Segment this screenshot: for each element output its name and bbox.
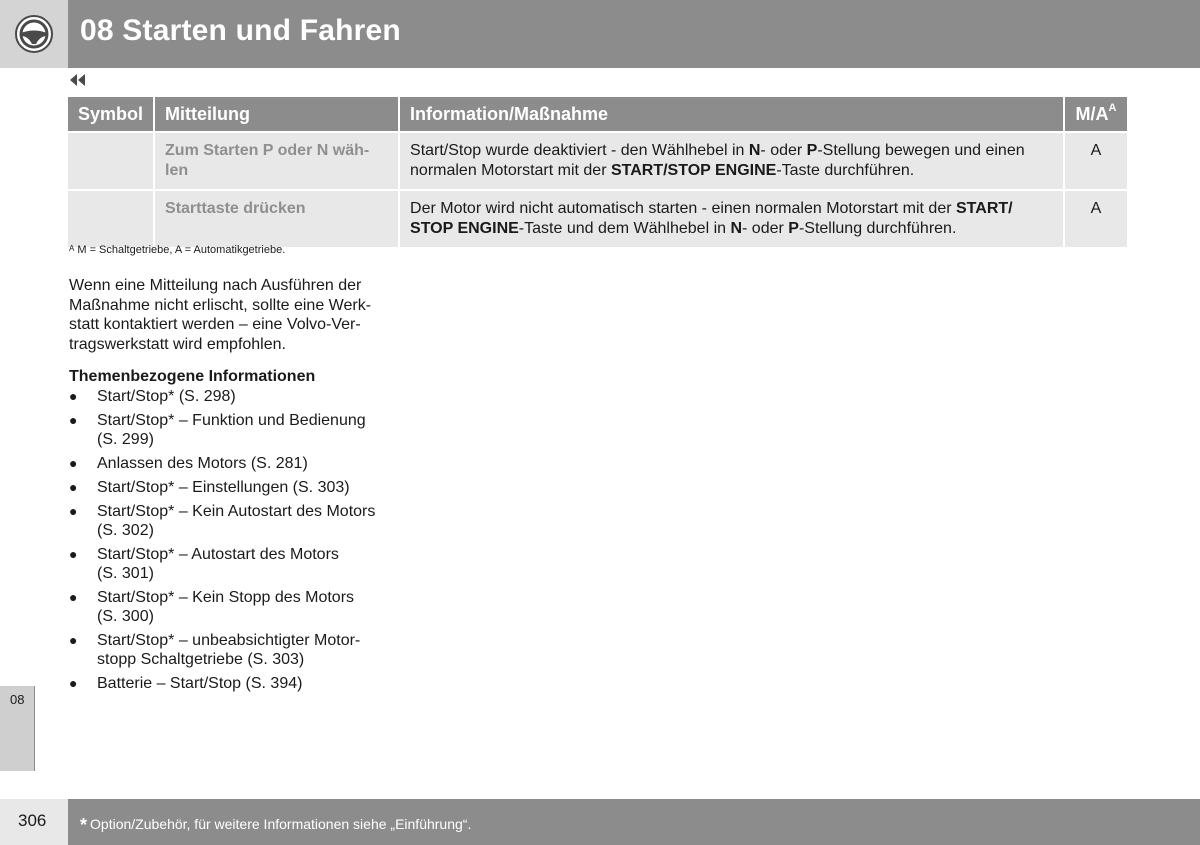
footnote-marker: A: [69, 244, 75, 253]
footer-note: [80, 813, 471, 834]
footer-band: [68, 799, 1200, 845]
double-chevron-left-icon[interactable]: [69, 73, 87, 87]
related-info-heading: Themenbezogene Informationen: [69, 368, 316, 385]
related-link[interactable]: Start/Stop* – Einstellungen (S. 303): [97, 479, 350, 496]
col-header-message: Mitteilung: [155, 97, 398, 133]
info-text: -Stellung bewegen und einen normalen Motorstart mit der: [410, 142, 1025, 179]
info-bold: N: [748, 142, 761, 159]
info-bold: P: [806, 142, 818, 159]
bullet-icon: ●: [69, 503, 78, 519]
cell-symbol: [68, 133, 153, 191]
list-item[interactable]: [69, 502, 399, 540]
side-tab-label: 08: [10, 692, 25, 707]
related-link[interactable]: Anlassen des Motors (S. 281): [97, 455, 308, 472]
col-header-ma-footnote-marker: A: [1108, 101, 1117, 114]
col-header-ma-text: M/A: [1075, 103, 1109, 124]
chapter-header: [68, 0, 1200, 68]
list-item[interactable]: [69, 588, 399, 626]
related-info-list: [69, 387, 399, 698]
info-text: -Taste durchführen.: [776, 162, 915, 179]
info-bold: START/ STOP ENGINE: [410, 200, 1013, 237]
related-link[interactable]: Start/Stop* – Autostart des Motors (S. 301): [97, 546, 339, 582]
col-header-info: Information/Maßnahme: [400, 97, 1063, 133]
info-bold: START/STOP ENGINE: [610, 162, 777, 179]
list-item[interactable]: [69, 387, 399, 406]
bullet-icon: ●: [69, 479, 78, 495]
table-footnote: [69, 244, 285, 256]
info-bold: N: [730, 220, 743, 237]
steering-wheel-icon: [14, 14, 54, 54]
cell-message: Zum Starten P oder N wäh- len: [155, 133, 398, 191]
body-paragraph: Wenn eine Mitteilung nach Ausführen der Maßnahme nicht erlischt, sollte eine Werk- statt kontaktiert werden – eine Volvo-Ver- tragswerkstatt wird empfohlen.: [69, 277, 372, 353]
footer-note-text: Option/Zubehör, für weitere Informationen siehe „Einführung“.: [90, 816, 472, 832]
chapter-side-tab[interactable]: [0, 686, 35, 771]
col-header-symbol: Symbol: [68, 97, 153, 133]
related-link[interactable]: Start/Stop* – Kein Autostart des Motors (S. 302): [97, 503, 376, 539]
bullet-icon: ●: [69, 412, 78, 428]
cell-ma: A: [1065, 133, 1127, 191]
related-link[interactable]: Start/Stop* – unbeabsichtigter Motor- stopp Schaltgetriebe (S. 303): [97, 632, 361, 668]
table-row: [68, 133, 1127, 191]
cell-info: [400, 191, 1063, 249]
cell-message: Starttaste drücken: [155, 191, 398, 249]
list-item[interactable]: [69, 631, 399, 669]
bullet-icon: ●: [69, 675, 78, 691]
info-text: Start/Stop wurde deaktiviert - den Wählhebel in: [410, 142, 749, 159]
related-link[interactable]: Batterie – Start/Stop (S. 394): [97, 675, 303, 692]
bullet-icon: ●: [69, 388, 78, 404]
info-text: Der Motor wird nicht automatisch starten - einen normalen Motorstart mit der: [410, 200, 956, 217]
related-link[interactable]: Start/Stop* – Funktion und Bedienung (S. 299): [97, 412, 366, 448]
col-header-ma: [1065, 97, 1127, 133]
footnote-text: M = Schaltgetriebe, A = Automatikgetriebe.: [77, 244, 286, 256]
chapter-icon-box: [0, 0, 68, 68]
table-header-row: [68, 97, 1127, 133]
info-text: - oder: [760, 142, 807, 159]
info-text: - oder: [742, 220, 789, 237]
cell-symbol: [68, 191, 153, 249]
page-number-box: [0, 799, 68, 845]
star-marker: *: [80, 815, 88, 835]
bullet-icon: ●: [69, 632, 78, 648]
info-text: -Stellung durchführen.: [798, 220, 957, 237]
list-item[interactable]: [69, 454, 399, 473]
chapter-title: 08 Starten und Fahren: [80, 14, 401, 47]
bullet-icon: ●: [69, 455, 78, 471]
list-item[interactable]: [69, 478, 399, 497]
list-item[interactable]: [69, 411, 399, 449]
related-link[interactable]: Start/Stop* – Kein Stopp des Motors (S. 300): [97, 589, 355, 625]
table-row: [68, 191, 1127, 249]
list-item[interactable]: [69, 674, 399, 693]
bullet-icon: ●: [69, 546, 78, 562]
info-text: -Taste und dem Wählhebel in: [518, 220, 731, 237]
list-item[interactable]: [69, 545, 399, 583]
cell-ma: A: [1065, 191, 1127, 249]
bullet-icon: ●: [69, 589, 78, 605]
info-bold: P: [788, 220, 799, 237]
related-link[interactable]: Start/Stop* (S. 298): [97, 388, 236, 405]
page-number: 306: [18, 811, 47, 830]
cell-info: [400, 133, 1063, 191]
message-table: [66, 97, 1129, 249]
